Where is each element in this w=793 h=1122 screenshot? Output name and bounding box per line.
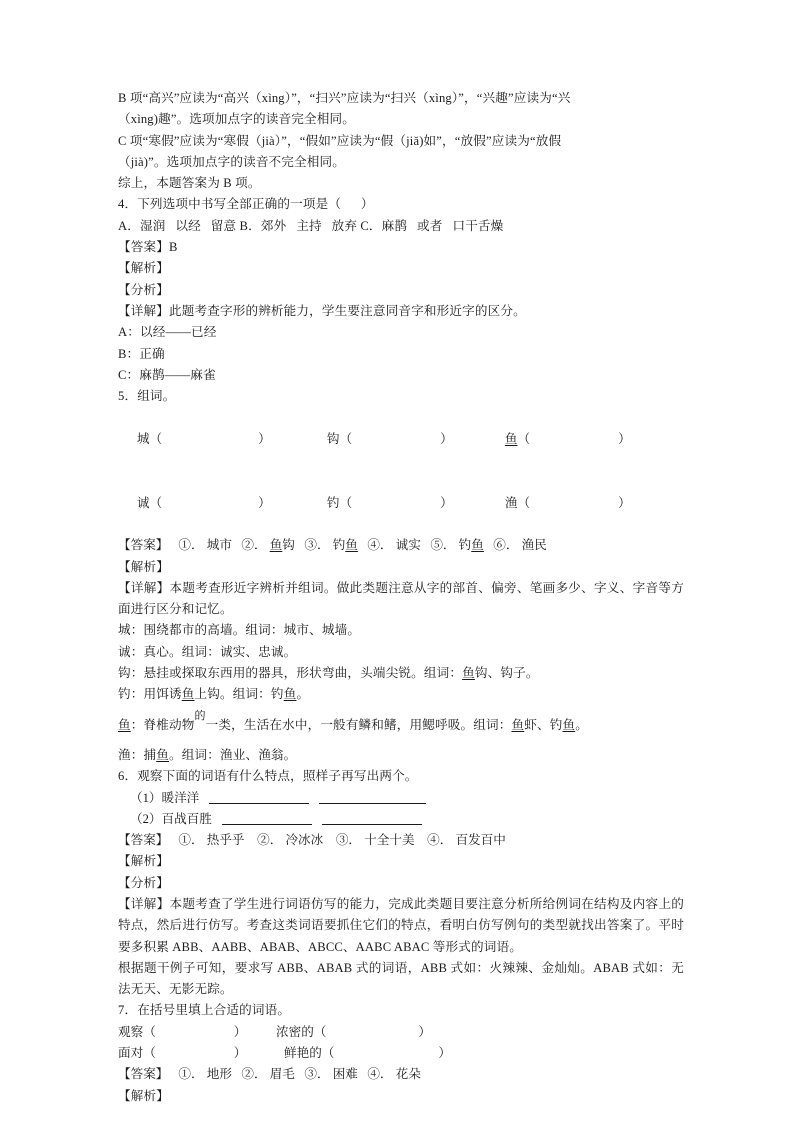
q7-cell-char: 鲜艳的	[284, 1046, 322, 1061]
q5-cell-gou	[327, 429, 505, 450]
q7-answer-label: 【答案】	[118, 1067, 169, 1082]
q5-cell-char: 钓	[326, 495, 340, 510]
superscript-de: 的	[194, 709, 206, 722]
q5-bracket-close: ）	[618, 431, 631, 446]
q5-bracket-close: ）	[618, 495, 631, 510]
q4-stem: 4．下列选项中书写全部正确的一项是（ ）	[118, 197, 374, 212]
page-content	[118, 88, 684, 1107]
q6-answer-item: ④． 百发百中	[427, 833, 506, 848]
q5-answer-num: ③．	[304, 538, 330, 553]
q6-stem: 6．观察下面的词语有什么特点，照样子再写出两个。	[118, 769, 418, 784]
q5-answer-num: ④．	[367, 538, 393, 553]
q7-cell-miandui	[118, 1043, 284, 1064]
q4-item-b: B：正确	[118, 346, 165, 361]
q5-entry-yu: 鱼：脊椎动物的一类，生活在水中，一般有鳞和鳍，用鳃呼吸。组词：鱼虾、钓鱼。	[118, 709, 588, 732]
q7-bracket-close: ）	[233, 1024, 247, 1039]
q5-answer-item: ⑥． 渔民	[493, 538, 547, 553]
q4-answer-row	[118, 237, 684, 258]
q5-entry-cheng2: 诚：真心。组词：诚实、忠诚。	[118, 644, 297, 659]
q7-cell-nongmide	[276, 1022, 431, 1043]
q7-answer-item: ①． 地形	[178, 1067, 232, 1082]
q6-answer-label: 【答案】	[118, 833, 169, 848]
q7-cell-char: 浓密的	[276, 1024, 314, 1039]
q4-answer-value: B	[168, 240, 178, 255]
q6-blank-2a[interactable]	[222, 811, 312, 825]
q5-cell-cheng2	[137, 493, 327, 514]
q3-option-b-line2: （xìng)趣”。选项加点字的读音完全相同。	[118, 112, 355, 127]
q4-item-c: C：麻鹊——麻雀	[118, 367, 216, 382]
q5-cell-cheng	[137, 429, 327, 450]
q7-bracket-close: ）	[438, 1046, 451, 1061]
q7-cell-char: 观察	[118, 1024, 144, 1039]
q7-cell-char: 面对	[118, 1046, 144, 1061]
q5-bracket-open: （	[149, 431, 163, 446]
q7-answer-num: ④．	[367, 1067, 393, 1082]
q5-cell-char: 诚	[136, 495, 150, 510]
q7-bracket-close: ）	[233, 1046, 247, 1061]
q4-xiangjie-label: 【详解】	[118, 303, 169, 318]
q6-item-2-row	[118, 809, 684, 830]
q6-blank-1b[interactable]	[319, 790, 426, 804]
q5-cell-char: 渔	[504, 495, 518, 510]
q4-item-a: A：以经——已经	[118, 325, 217, 340]
q6-blank-2b[interactable]	[322, 811, 422, 825]
q7-bracket-open: （	[321, 1046, 335, 1061]
q7-cell-xianyande	[284, 1043, 451, 1064]
q6-xiangjie-para-2: 根据题干例子可知，要求写 ABB、ABAB 式的词语，ABB 式如：火辣辣、金灿灿。ABAB 式如：无法无天、无影无踪。	[118, 960, 684, 997]
q4-answer-label: 【答案】	[118, 240, 169, 255]
q6-item-2-label: （2）百战百胜	[130, 811, 212, 826]
q7-answer-num: ①．	[178, 1067, 204, 1082]
q7-bracket-open: （	[143, 1024, 156, 1039]
q7-answer-item: ②． 眉毛	[241, 1067, 295, 1082]
q5-bracket-open: （	[149, 495, 163, 510]
q5-entry-diao: 钓：用饵诱鱼上钩。组词：钓鱼。	[118, 687, 310, 702]
q5-bracket-open: （	[339, 431, 353, 446]
q5-answer-item: ⑤． 钓鱼	[430, 538, 484, 553]
q3-option-c-line2: （jià)”。选项加点字的读音不完全相同。	[118, 154, 346, 169]
q6-fenxi-label: 【分析】	[118, 875, 169, 890]
q5-xiangjie-label: 【详解】	[118, 580, 170, 595]
q3-conclusion: 综上，本题答案为 B 项。	[118, 176, 261, 191]
q4-options: A．湿润 以经 留意 B．郊外 主持 放弃 C．麻鹊 或者 口干舌燥	[118, 218, 504, 233]
q5-cell-char: 鱼	[504, 431, 518, 446]
q5-answer-num: ②．	[241, 538, 267, 553]
q5-cell-char: 城	[136, 431, 150, 446]
q5-entry-gou: 钩：悬挂或探取东西用的器具，形状弯曲，头端尖锐。组词：鱼钩、钩子。	[118, 666, 539, 681]
q5-answer-item: ①． 城市	[178, 538, 232, 553]
q5-answer-num: ⑤．	[430, 538, 456, 553]
q5-grid-row-1	[118, 407, 684, 471]
q5-cell-yu	[505, 429, 631, 450]
q4-analysis-label: 【解析】	[118, 261, 169, 276]
q7-stem: 7．在括号里填上合适的词语。	[118, 1003, 291, 1018]
q4-fenxi-label: 【分析】	[118, 282, 169, 297]
q6-answer-item: ②． 冷冰冰	[257, 833, 324, 848]
q6-analysis-label: 【解析】	[118, 854, 169, 869]
q7-answer-item: ③． 困难	[304, 1067, 358, 1082]
q6-xiangjie-para-1: 【详解】本题考查了学生进行词语仿写的能力，完成此类题目要注意分析所给例词在结构及内容上的特点，然后进行仿写。考查这类词语要抓住它们的特点，看明白仿写例句的类型就找出答案了。平时要多积累 ABB、AABB、ABAB、ABCC、AABC ABAC 等形式的词语。	[118, 896, 684, 954]
q6-item-1-row	[118, 788, 684, 809]
q6-answer-num: ③．	[335, 833, 361, 848]
q5-bracket-open: （	[339, 495, 353, 510]
q5-bracket-close: ）	[258, 431, 271, 446]
q5-entry-cheng: 城：围绕都市的高墙。组词：城市、城墙。	[118, 623, 361, 638]
q6-answer-num: ④．	[427, 833, 453, 848]
q5-bracket-close: ）	[440, 431, 453, 446]
q7-analysis-label: 【解析】	[118, 1088, 169, 1103]
q5-bracket-close: ）	[258, 495, 271, 510]
q7-answer-row	[118, 1064, 684, 1085]
q5-answer-item: ②． 鱼钩	[241, 538, 295, 553]
q6-item-1-label: （1）暖洋洋	[130, 790, 200, 805]
q5-grid-row-2	[118, 471, 684, 535]
q6-answer-row	[118, 830, 684, 851]
q7-answer-num: ③．	[304, 1067, 330, 1082]
q5-cell-char: 钩	[326, 431, 340, 446]
q5-answer-item: ④． 诚实	[367, 538, 421, 553]
q6-blank-1a[interactable]	[209, 790, 309, 804]
q5-answer-row	[118, 535, 684, 556]
q7-answer-item: ④． 花朵	[367, 1067, 421, 1082]
q5-answer-item: ③． 钓鱼	[304, 538, 358, 553]
q6-answer-num: ①．	[178, 833, 204, 848]
q5-bracket-open: （	[517, 431, 531, 446]
q5-answer-num: ①．	[178, 538, 204, 553]
q7-cell-guancha	[118, 1022, 276, 1043]
q4-xiangjie-text: 此题考查字形的辨析能力，学生要注意同音字和形近字的区分。	[168, 303, 526, 318]
q5-answer-label: 【答案】	[118, 538, 169, 553]
q5-entry-yu2: 渔：捕鱼。组词：渔业、渔翁。	[118, 747, 297, 762]
q5-answer-num: ⑥．	[493, 538, 519, 553]
q5-analysis-label: 【解析】	[118, 559, 169, 574]
q5-stem: 5．组词。	[118, 389, 176, 404]
q5-bracket-close: ）	[440, 495, 453, 510]
q6-xiangjie-label: 【详解】	[118, 896, 170, 911]
q6-answer-item: ③． 十全十美	[335, 833, 415, 848]
q5-xiangjie-para: 【详解】本题考查形近字辨析并组词。做此类题注意从字的部首、偏旁、笔画多少、字义、字音等方面进行区分和记忆。	[118, 580, 684, 617]
q6-answer-item: ①． 热乎乎	[178, 833, 245, 848]
q4-xiangjie-row	[118, 301, 684, 322]
q7-bracket-open: （	[313, 1024, 327, 1039]
q6-answer-num: ②．	[257, 833, 283, 848]
q7-bracket-open: （	[143, 1046, 156, 1061]
q5-bracket-open: （	[517, 495, 531, 510]
q7-bracket-close: ）	[418, 1024, 431, 1039]
q7-grid-row-2	[118, 1043, 684, 1064]
q5-cell-yu2	[505, 493, 631, 514]
q7-answer-num: ②．	[241, 1067, 267, 1082]
q3-option-b-line1: B 项“高兴”应读为“高兴（xìng）”，“扫兴”应读为“扫兴（xìng）”，“兴趣”应读为“兴	[118, 91, 571, 105]
q5-cell-diao	[327, 493, 505, 514]
q3-option-c-line1: C 项“寒假”应读为“寒假（jià）”，“假如”应读为“假（jiǎ)如”，“放假”应读为“放假	[118, 133, 562, 148]
q7-grid-row-1	[118, 1022, 684, 1043]
